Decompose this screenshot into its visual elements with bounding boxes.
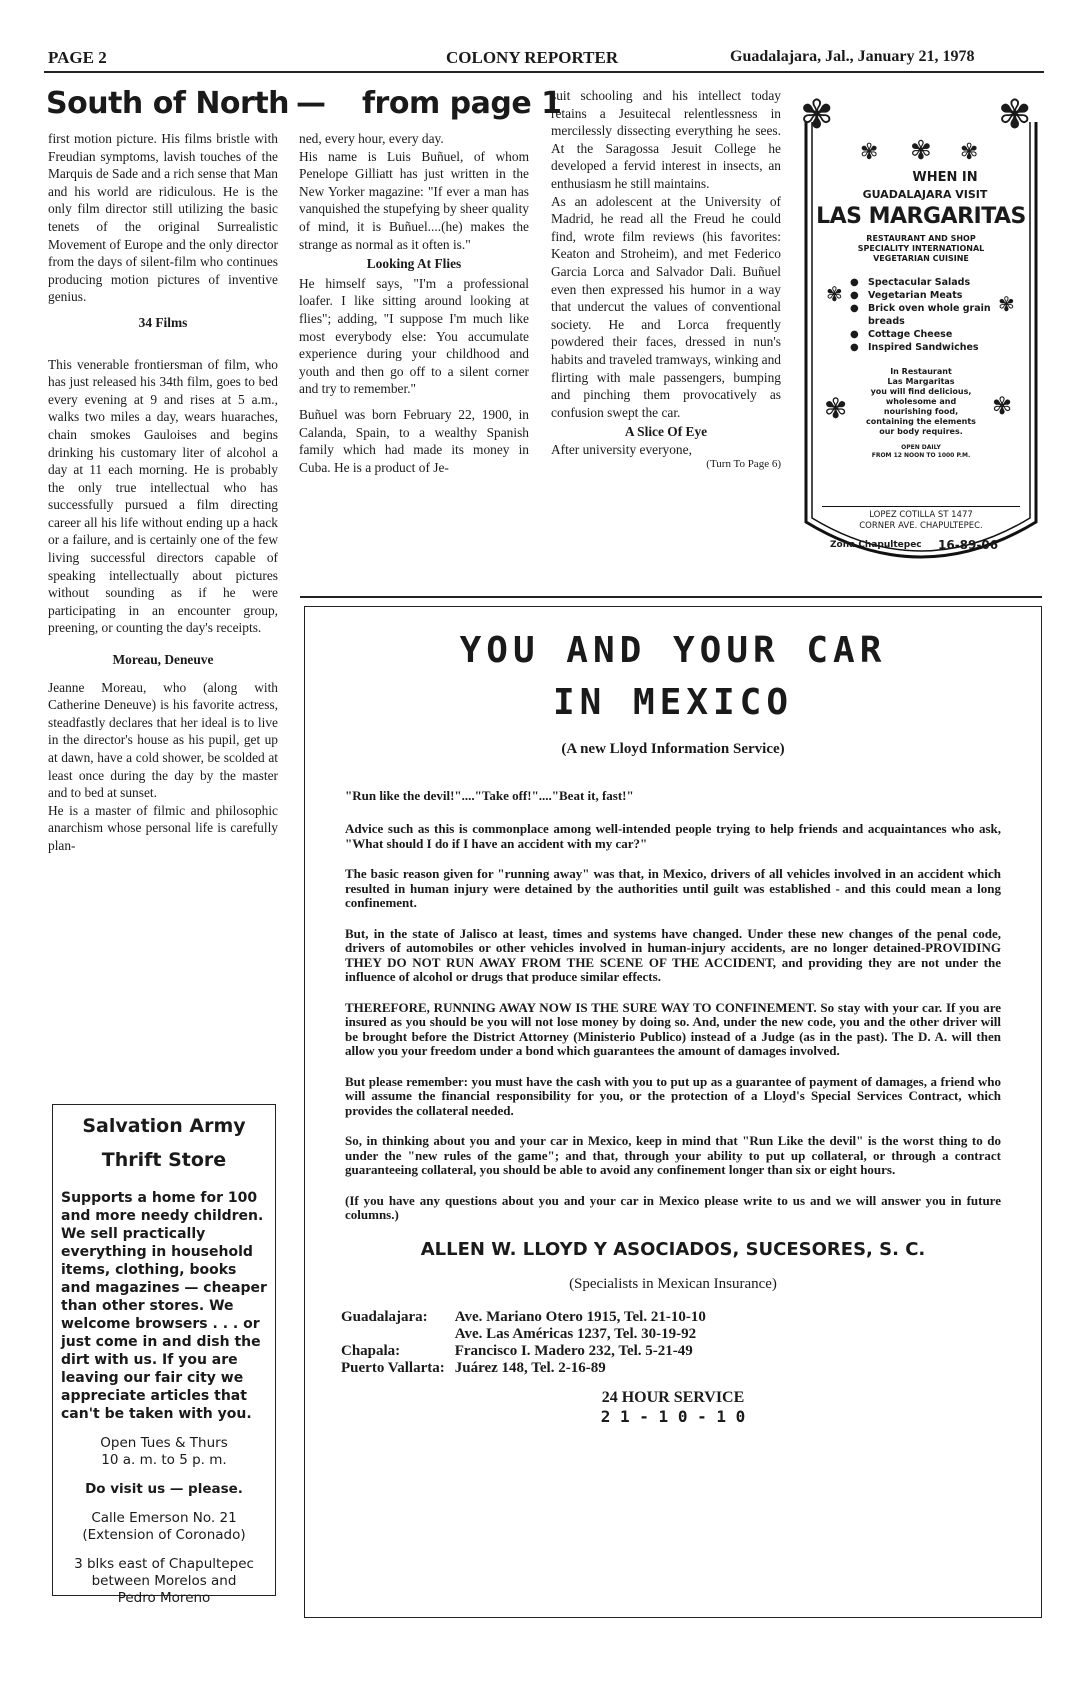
office-row: [341, 1309, 716, 1326]
dateline: Guadalajara, Jal., January 21, 1978: [730, 48, 975, 65]
promo-line: you will find delicious,: [870, 387, 972, 396]
ad-restaurant-name: LAS MARGARITAS: [816, 204, 1026, 229]
ad-tagline: VEGETARIAN CUISINE: [873, 254, 969, 263]
office-address: Ave. Mariano Otero 1915, Tel. 21-10-10: [454, 1308, 706, 1325]
office-city: Chapala:: [341, 1342, 401, 1359]
subhead-moreau-deneuve: Moreau, Deneuve: [112, 652, 214, 668]
flower-icon: ✾: [826, 282, 843, 306]
promo-line: wholesome and: [885, 397, 957, 406]
lloyd-subtitle: (A new Lloyd Information Service): [561, 741, 785, 757]
menu-item: ● Vegetarian Meats: [846, 289, 996, 302]
article-column-1: [48, 130, 278, 855]
article-column-3: [551, 87, 781, 471]
page-number: PAGE 2: [48, 48, 107, 67]
article-paragraph: first motion picture. His films bristle with Freudian symptoms, lavish touches of the Marquis de Sade and a rich sense that Man and his world are ridiculous. He is the only film director still utilizing the basic tenets of the original Surrealistic Movement of Europe and the only director from the days of silent-film who continues producing motion pictures of inventive genius.: [48, 131, 278, 305]
sa-visit: Do visit us — please.: [85, 1481, 243, 1497]
sa-directions-2: between Morelos and: [91, 1573, 237, 1589]
lloyd-paragraph: But, in the state of Jalisco at least, times and systems have changed. Under these new changes of the penal code, drivers of automobiles or other vehicles involved in human-injury accidents, are no longer detained-PROVIDING THEY DO NOT RUN AWAY FROM THE SCENE OF THE ACCIDENT, and providing they are not under the influence of alcohol or drugs that produce similar effects.: [345, 925, 1001, 984]
section-rule: [300, 596, 1042, 598]
lloyd-paragraph: THEREFORE, RUNNING AWAY NOW IS THE SURE WAY TO CONFINEMENT. So stay with your car. If you are insured as you should be you will not lose money by doing so. And, under the new code, you and the other driver will be brought before the District Attorney (Ministerio Publico) instead of a Judge (as in the past). The D. A. will then allow you your freedom under a bond which guarantees the amount of damages involved.: [345, 999, 1001, 1058]
lloyd-paragraph: So, in thinking about you and your car in Mexico, keep in mind that "Run Like the devil" is the worst thing to do under the "new rules of the game"; and that, through your ability to put up collateral, or through a contract guaranteeing collateral, you should be able to avoid any confinement longer than six or eight hours.: [345, 1133, 1001, 1177]
ad-when-in: WHEN IN: [912, 170, 978, 185]
office-row: [341, 1326, 716, 1343]
salvation-army-ad: [52, 1104, 276, 1606]
lloyd-title-line-1: YOU AND YOUR CAR: [459, 630, 887, 671]
flower-icon: ✾: [960, 140, 979, 165]
menu-item: ● Brick oven whole grain breads: [846, 302, 996, 328]
flower-icon: ✾: [800, 92, 834, 138]
office-address: Ave. Las Américas 1237, Tel. 30-19-92: [454, 1325, 697, 1342]
office-address: Francisco I. Madero 232, Tel. 5-21-49: [454, 1342, 693, 1359]
ad-address: [822, 510, 1020, 532]
sa-hours-2: 10 a. m. to 5 p. m.: [101, 1452, 227, 1468]
article-column-2: [299, 130, 529, 476]
article-paragraph: His name is Luis Buñuel, of whom Penelope Gilliatt has just written in the New Yorker magazine: "If ever a man has vanquished the stupefying by sheer quality of mind, it is Buñuel....(he) makes the strange as normal as it often is.": [299, 148, 529, 252]
ad-menu-list: [846, 276, 996, 354]
sa-hours-1: Open Tues & Thurs: [100, 1435, 228, 1451]
lloyd-paragraph: (If you have any questions about you and your car in Mexico please write to us and we will answer you in future columns.): [345, 1192, 1001, 1222]
promo-line: In Restaurant: [890, 367, 952, 376]
lloyd-service-phone: 2 1 - 1 0 - 1 0: [600, 1406, 746, 1426]
ad-promo: [850, 367, 992, 437]
article-paragraph: Buñuel was born February 22, 1900, in Calanda, Spain, to a wealthy Spanish family which had made its money in Cuba. He is a product of Je-: [299, 406, 529, 475]
flower-icon: ✾: [998, 292, 1015, 316]
article-paragraph: ned, every hour, every day.: [299, 131, 444, 146]
lloyd-quote: "Run like the devil!"...."Take off!"...."Beat it, fast!": [345, 788, 634, 803]
article-paragraph: He is a master of filmic and philosophic anarchism whose personal life is carefully plan-: [48, 802, 278, 853]
sa-directions-1: 3 blks east of Chapultepec: [74, 1556, 254, 1572]
lloyd-company: ALLEN W. LLOYD Y ASOCIADOS, SUCESORES, S. C.: [420, 1238, 926, 1260]
promo-line: nourishing food,: [883, 407, 959, 416]
ad-zone: Zona Chapultepec: [830, 540, 922, 550]
address-line: CORNER AVE. CHAPULTEPEC.: [859, 521, 983, 531]
lloyd-paragraph: But please remember: you must have the cash with you to put up as a guarantee of payment of damages, a friend who will assume the financial responsibility for you, or the protection of a Lloyd's Special Services Contract, which provides the collateral needed.: [345, 1073, 1001, 1118]
sa-directions-3: Pedro Moreno: [117, 1590, 211, 1606]
hours-line: FROM 12 NOON TO 1000 P.M.: [871, 452, 971, 459]
flower-icon: ✾: [998, 92, 1032, 138]
promo-line: Las Margaritas: [887, 377, 955, 386]
sa-body: Supports a home for 100 and more needy children. We sell practically everything in household items, clothing, books and magazines — cheaper than other stores. We welcome browsers . . . or just come in and dish the dirt with us. If you are leaving our fair city we appreciate articles that can't be taken with you.: [61, 1190, 267, 1422]
hours-line: OPEN DAILY: [901, 444, 941, 451]
lloyd-paragraph: Advice such as this is commonplace among well-intended people trying to help friends and acquaintances who ask, "What should I do if I have an accident with my car?": [345, 821, 1001, 851]
sa-title-1: Salvation Army: [82, 1115, 246, 1137]
article-paragraph: suit schooling and his intellect today retains a Jesuitecal relentlessness in mercilessly dissecting everything he sees. At the Saragossa Jesuit College he developed a fervid interest in insects, an enthusiasm he still maintains.: [551, 88, 781, 191]
headline-dash: —: [296, 86, 326, 121]
ad-taglines: [830, 234, 1012, 264]
headline-right: from page 1: [362, 86, 562, 121]
article-paragraph: After university everyone,: [551, 441, 692, 457]
ad-divider: [822, 506, 1020, 507]
masthead-rule: [44, 71, 1044, 73]
promo-line: containing the elements: [866, 417, 976, 426]
menu-item: ● Inspired Sandwiches: [846, 341, 996, 354]
flower-icon: ✾: [910, 136, 932, 166]
menu-item: ● Cottage Cheese: [846, 328, 996, 341]
article-paragraph: This venerable frontiersman of film, who has just released his 34th film, goes to bed every evening at 9 and rises at 5 a.m., walks two miles a day, wears huaraches, chain smokes Gauloises and begins drinking his customary liter of alcohol a day at 11 each morning. He is probably the only true intellectual who has successfully pursued a film directing career all his life without ending up a hack or a failure, and is certainly one of the few living successful directors capable of speaking intellectually about pictures without sounding as if he were participating in an encounter group, preening, or counting the day's receipts.: [48, 356, 278, 636]
office-city: [341, 1326, 455, 1343]
article-paragraph: As an adolescent at the University of Madrid, he read all the Freud he could find, wrote film reviews (his favorites: Keaton and Stroheim), and met Federico Garcia Lorca and Salvador Dali. Buñuel even then expressed his humor in a way that undercut the values of conventional society. He and Lorca frequently powdered their faces, dressed in nun's habits and traveled tramways, winking and flirting with male passengers, bumping and pinching them provocatively as confusion swept the car.: [551, 193, 781, 420]
ad-tagline: RESTAURANT AND SHOP: [866, 234, 976, 243]
article-paragraph: Jeanne Moreau, who (along with Catherine Deneuve) is his favorite actress, steadfastly declares that her ideal is to live in the director's house as his pupil, get up at dawn, have a cold shower, be scolded at least once during the day by the master and to bed at sunset.: [48, 679, 278, 801]
lloyd-insurance-ad: [304, 606, 1042, 1618]
promo-line: our body requires.: [879, 427, 963, 436]
jump-line: (Turn To Page 6): [706, 458, 781, 471]
office-row: [341, 1360, 716, 1377]
subhead-34-films: 34 Films: [138, 314, 188, 330]
lloyd-offices: [341, 1309, 716, 1377]
menu-item: ● Spectacular Salads: [846, 276, 996, 289]
office-address: Juárez 148, Tel. 2-16-89: [454, 1359, 606, 1376]
lloyd-paragraph: The basic reason given for "running away" was that, in Mexico, drivers of all vehicles involved in an accident which resulted in human injury were detained by the authorities until guilt was established - and this could mean a long confinement.: [345, 866, 1001, 910]
office-city: Guadalajara:: [341, 1308, 428, 1325]
office-city: Puerto Vallarta:: [341, 1359, 445, 1376]
headline-left: South of North: [46, 86, 290, 121]
ad-hours: [860, 444, 982, 460]
ad-phone: 16-89-06: [938, 538, 999, 552]
sa-title-2: Thrift Store: [101, 1149, 227, 1171]
lloyd-specialists: (Specialists in Mexican Insurance): [569, 1275, 777, 1292]
address-line: LOPEZ COTILLA ST 1477: [869, 510, 973, 520]
flower-icon: ✾: [860, 140, 879, 165]
ad-tagline: SPECIALITY INTERNATIONAL: [857, 244, 985, 253]
office-row: [341, 1343, 716, 1360]
sa-address-1: Calle Emerson No. 21: [91, 1510, 237, 1526]
flower-icon: ✾: [992, 392, 1013, 420]
subhead-slice-of-eye: A Slice Of Eye: [624, 424, 708, 440]
las-margaritas-ad: [800, 92, 1042, 570]
article-paragraph: He himself says, "I'm a professional loafer. I like sitting around looking at flies"; adding, "I suppose I'm much like most everybody else: You accumulate experience during your childhood and youth and then go off to a silent corner and try to remember.": [299, 275, 529, 397]
newspaper-name: COLONY REPORTER: [446, 48, 619, 67]
lloyd-title: [305, 625, 1041, 729]
ad-city: GUADALAJARA VISIT: [862, 188, 988, 201]
lloyd-title-line-2: IN MEXICO: [552, 682, 794, 723]
flower-icon: ✾: [824, 392, 848, 425]
lloyd-service: 24 HOUR SERVICE: [601, 1388, 745, 1406]
sa-address-2: (Extension of Coronado): [82, 1527, 246, 1543]
subhead-looking-at-flies: Looking At Flies: [366, 256, 462, 272]
